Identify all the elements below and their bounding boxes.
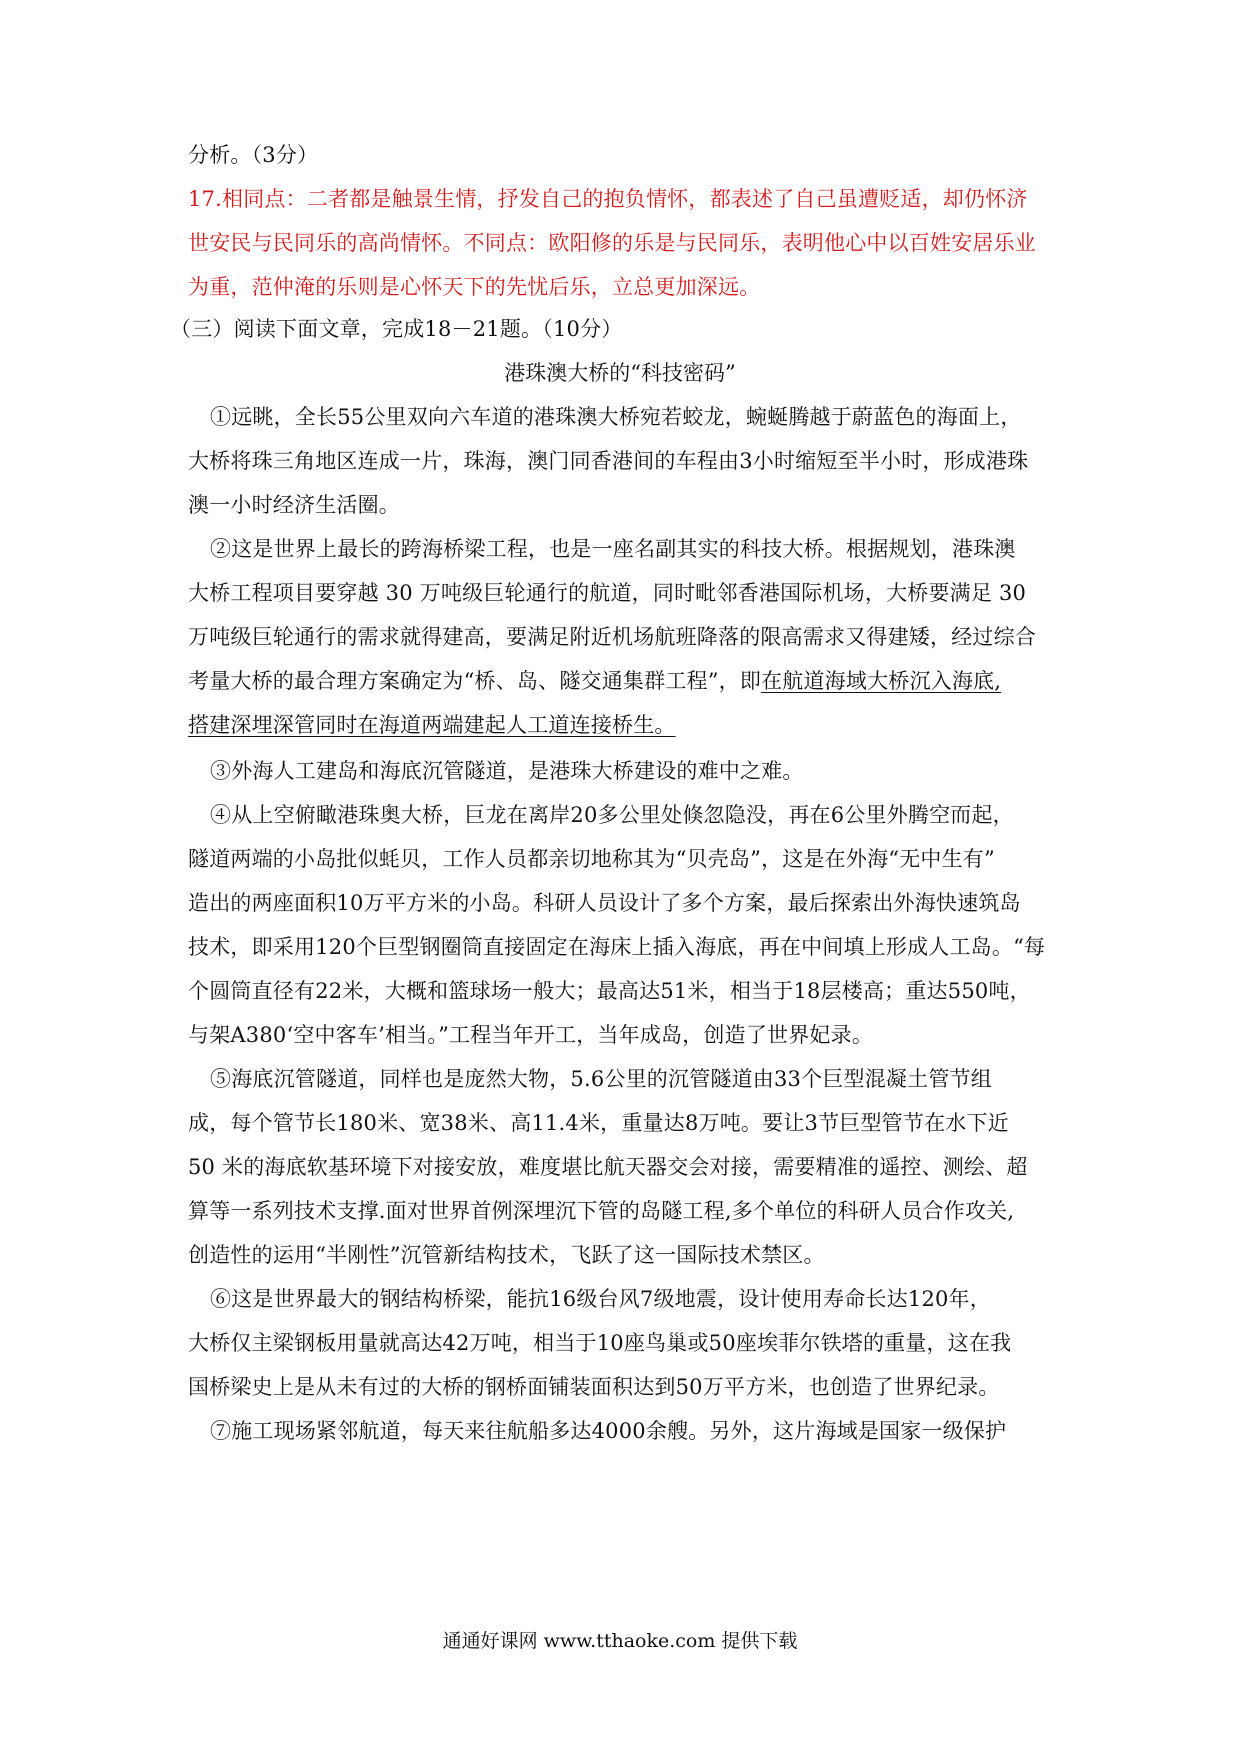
article-title: 港珠澳大桥的“科技密码” xyxy=(504,361,736,385)
paragraph-line: 造出的两座面积10万平方米的小岛。科研人员设计了多个方案，最后探索出外海快速筑岛 xyxy=(188,891,1021,915)
paragraph-line: ⑦施工现场紧邻航道，每天来往航船多达4000余艘。另外，这片海域是国家一级保护 xyxy=(210,1419,1007,1443)
text-line: 分析。（3分） xyxy=(188,143,319,167)
paragraph-line: 国桥梁史上是从未有过的大桥的钢桥面铺装面积达到50万平方米，也创造了世界纪录。 xyxy=(188,1375,1000,1399)
paragraph-line: 大桥工程项目要穿越 30 万吨级巨轮通行的航道，同时毗邻香港国际机场，大桥要满足 30 xyxy=(188,581,1027,605)
paragraph-line: ⑥这是世界最大的钢结构桥梁，能抗16级台风7级地震，设计使用寿命长达120年， xyxy=(210,1287,991,1311)
paragraph-line: ④从上空俯瞰港珠奥大桥，巨龙在离岸20多公里处倏忽隐没，再在6公里外腾空而起， xyxy=(210,803,1014,827)
page-footer: 通通好课网 www.tthaoke.com 提供下载 xyxy=(442,1630,798,1652)
paragraph-line: 澳一小时经济生活圈。 xyxy=(188,493,400,517)
paragraph-line: 隧道两端的小岛批似蚝贝，工作人员都亲切地称其为“贝壳岛”，这是在外海“无中生有” xyxy=(188,847,995,871)
paragraph-line: 创造性的运用“半刚性”沉管新结构技术，飞跃了这一国际技术禁区。 xyxy=(188,1243,825,1267)
paragraph-line xyxy=(188,666,1068,696)
section-heading: （三）阅读下面文章，完成18－21题。（10分） xyxy=(170,317,623,341)
answer-line: 世安民与民同乐的高尚情怀。不同点：欧阳修的乐是与民同乐，表明他心中以百姓安居乐业 xyxy=(188,231,1036,255)
paragraph-line: ⑤海底沉管隧道，同样也是庞然大物，5.6公里的沉管隧道由33个巨型混凝土管节组 xyxy=(210,1067,992,1091)
paragraph-line: ②这是世界上最长的跨海桥梁工程，也是一座名副其实的科技大桥。根据规划，港珠澳 xyxy=(210,537,1016,561)
paragraph-line: 50 米的海底软基环境下对接安放，难度堪比航天器交会对接，需要精准的遥控、测绘、超 xyxy=(188,1155,1028,1179)
underlined-text: 在航道海域大桥沉入海底, xyxy=(761,669,1002,693)
answer-line: 17.相同点：二者都是触景生情，抒发自己的抱负情怀，都表述了自己虽遭贬适，却仍怀济 xyxy=(188,187,1028,211)
paragraph-line: ③外海人工建岛和海底沉管隧道，是港珠大桥建设的难中之难。 xyxy=(210,759,804,783)
paragraph-line: 大桥仅主梁钢板用量就高达42万吨，相当于10座鸟巢或50座埃菲尔铁塔的重量，这在我 xyxy=(188,1331,1012,1355)
paragraph-line: 算等一系列技术支撑.面对世界首例深埋沉下管的岛隧工程,多个单位的科研人员合作攻关, xyxy=(188,1199,1015,1223)
paragraph-line: 个圆筒直径有22米，大概和篮球场一般大；最高达51米，相当于18层楼高；重达550吨， xyxy=(188,979,1031,1003)
paragraph-line: 成，每个管节长180米、宽38米、高11.4米，重量达8万吨。要让3节巨型管节在水下近 xyxy=(188,1111,1009,1135)
paragraph-line: 大桥将珠三角地区连成一片，珠海，澳门同香港间的车程由3小时缩短至半小时，形成港珠 xyxy=(188,449,1029,473)
paragraph-line: 万吨级巨轮通行的需求就得建高，要满足附近机场航班降落的限高需求又得建矮，经过综合 xyxy=(188,625,1036,649)
paragraph-line: 技术，即采用120个巨型钢圈筒直接固定在海床上插入海底，再在中间填上形成人工岛。“每 xyxy=(188,935,1046,959)
paragraph-line: ①远眺，全长55公里双向六车道的港珠澳大桥宛若蛟龙，蜿蜒腾越于蔚蓝色的海面上， xyxy=(210,405,1022,429)
paragraph-text: 考量大桥的最合理方案确定为“桥、岛、隧交通集群工程”，即 xyxy=(188,669,762,693)
underlined-line: 搭建深埋深管同时在海道两端建起人工道连接桥生。 xyxy=(188,713,676,737)
paragraph-line: 与架A380‘空中客车’相当。”工程当年开工，当年成岛，创造了世界妃录。 xyxy=(188,1023,874,1047)
answer-line: 为重，范仲淹的乐则是心怀天下的先忧后乐，立总更加深远。 xyxy=(188,275,761,299)
